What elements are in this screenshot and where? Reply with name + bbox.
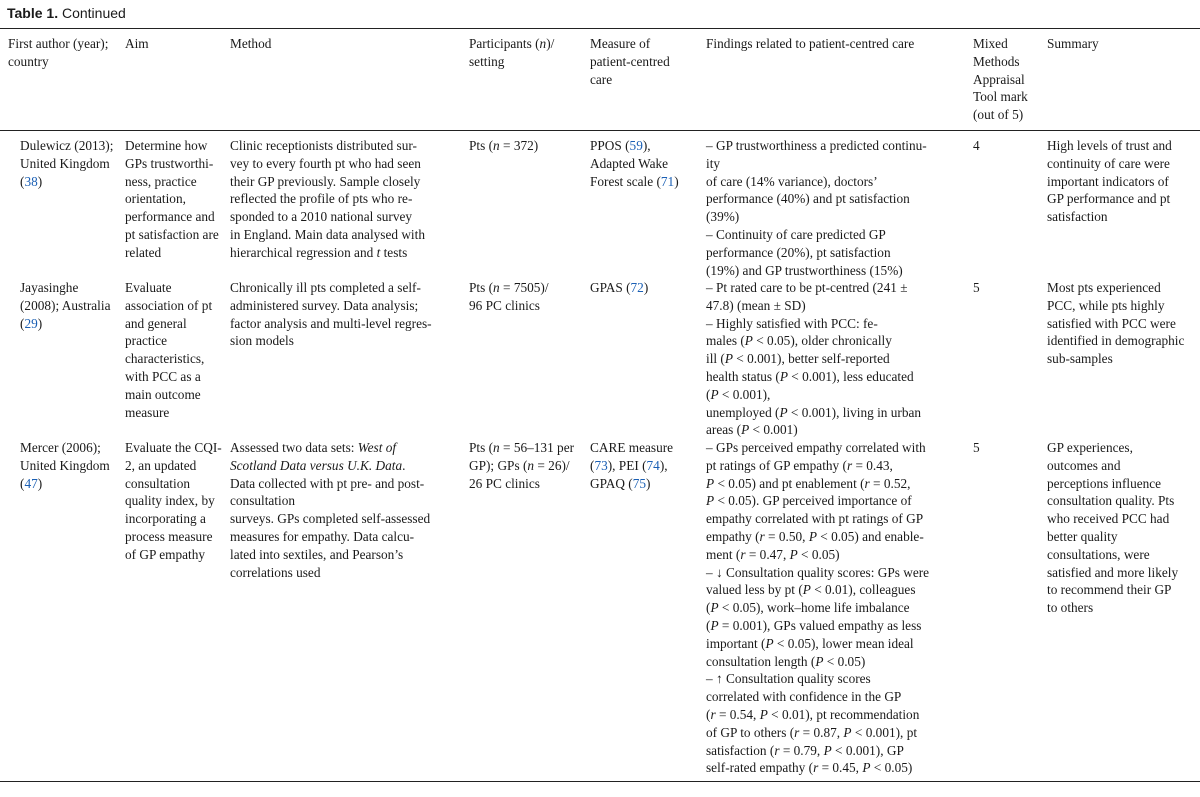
cell-line: consultation [125, 475, 190, 491]
cell-line: sub-samples [1047, 351, 1113, 367]
cell-line: – Highly satisfied with PCC: fe- [706, 315, 878, 331]
cell-line: United Kingdom [20, 457, 110, 473]
row-2-aim [125, 279, 212, 421]
cell-line: – Pt rated care to be pt-centred (241 ± [706, 280, 908, 295]
cell-line: Pts (n = 372) [469, 138, 539, 153]
cell-line: continuity of care were [1047, 155, 1170, 171]
cell-line: surveys. GPs completed self-assessed [230, 511, 431, 527]
row-3-aim [125, 439, 222, 564]
header-author [8, 35, 108, 71]
cell-line: performance (40%) and pt satisfaction [706, 191, 910, 207]
cell-line: (19%) and GP trustworthiness (15%) [706, 262, 903, 278]
cell-line: GPs trustworthi- [125, 155, 214, 171]
cell-line: 47.8) (mean ± SD) [706, 297, 806, 313]
cell-line: consultation length (P < 0.05) [706, 653, 866, 669]
cell-line: health status (P < 0.001), less educated [706, 368, 914, 384]
cell-line: administered survey. Data analysis; [230, 297, 419, 313]
row-3-summary [1047, 439, 1178, 617]
cell-line: (38) [20, 173, 43, 189]
cell-line: performance and [125, 209, 215, 225]
bottom-rule [0, 781, 1200, 782]
cell-line: Chronically ill pts completed a self- [230, 280, 421, 295]
cell-line: correlated with confidence in the GP [706, 689, 902, 705]
cell-line: correlations used [230, 564, 321, 580]
row-3-author [20, 439, 110, 492]
row-2-author [20, 279, 110, 332]
row-1-method [230, 137, 425, 262]
cell-line: Clinic receptionists distributed sur- [230, 138, 417, 153]
cell-line: Appraisal [973, 71, 1025, 87]
cell-line: better quality [1047, 528, 1118, 544]
row-2-participants [469, 279, 549, 315]
cell-line: Most pts experienced [1047, 280, 1161, 295]
cell-line: measure [125, 404, 170, 420]
cell-line: Scotland Data versus U.K. Data. [230, 457, 406, 473]
cell-line: Measure of [590, 36, 651, 51]
cell-line: High levels of trust and [1047, 138, 1172, 153]
cell-line: (29) [20, 315, 43, 331]
cell-line: – ↓ Consultation quality scores: GPs were [706, 564, 930, 580]
header-rule [0, 130, 1200, 131]
cell-line: First author (year); [8, 36, 109, 51]
header-mark [973, 35, 1028, 124]
cell-line: Determine how [125, 138, 208, 153]
cell-line: outcomes and [1047, 457, 1121, 473]
cell-line: in England. Main data analysed with [230, 226, 425, 242]
cell-line: males (P < 0.05), older chronically [706, 333, 892, 349]
cell-line: consultation [230, 493, 295, 509]
row-2-mark [973, 279, 980, 297]
cell-line: Mercer (2006); [20, 440, 101, 455]
cell-line: Adapted Wake [590, 155, 669, 171]
cell-line: with PCC as a [125, 368, 201, 384]
cell-line: care [590, 71, 613, 87]
row-2-summary [1047, 279, 1184, 368]
row-3-findings [706, 439, 929, 777]
header-method [230, 35, 271, 53]
table-caption-text: Continued [61, 5, 126, 21]
cell-line: consultation quality. Pts [1047, 493, 1175, 509]
cell-line: of GP empathy [125, 546, 206, 562]
row-1-findings [706, 137, 927, 279]
cell-line: Aim [125, 36, 149, 51]
cell-line: – GP trustworthiness a predicted continu- [706, 138, 927, 153]
cell-line: to recommend their GP [1047, 582, 1172, 598]
cell-line: ment (r = 0.47, P < 0.05) [706, 546, 840, 562]
cell-line: Forest scale (71) [590, 173, 679, 189]
header-findings [706, 35, 914, 53]
cell-line: 4 [973, 138, 980, 153]
cell-line: sion models [230, 333, 294, 349]
cell-line: Pts (n = 7505)/ [469, 280, 549, 295]
cell-line: Tool mark [973, 89, 1028, 105]
top-rule [0, 28, 1200, 29]
cell-line: Data collected with pt pre- and post- [230, 475, 425, 491]
cell-line: (out of 5) [973, 107, 1024, 123]
cell-line: – Continuity of care predicted GP [706, 226, 886, 242]
cell-line: process measure [125, 528, 213, 544]
cell-line: PCC, while pts highly [1047, 297, 1165, 313]
cell-line: satisfaction (r = 0.79, P < 0.001), GP [706, 742, 904, 758]
row-2-measure [590, 279, 648, 297]
row-2-method [230, 279, 432, 350]
cell-line: Assessed two data sets: West of [230, 440, 397, 455]
cell-line: main outcome [125, 386, 201, 402]
cell-line: 26 PC clinics [469, 475, 540, 491]
row-2-findings [706, 279, 921, 439]
row-1-participants [469, 137, 538, 155]
cell-line: perceptions influence [1047, 475, 1162, 491]
cell-line: and general [125, 315, 187, 331]
cell-line: association of pt [125, 297, 213, 313]
row-3-method [230, 439, 430, 581]
cell-line: 2, an updated [125, 457, 197, 473]
cell-line: 5 [973, 280, 980, 295]
cell-line: measures for empathy. Data calcu- [230, 528, 415, 544]
row-3-mark [973, 439, 980, 457]
cell-line: hierarchical regression and t tests [230, 244, 408, 260]
cell-line: their GP previously. Sample closely [230, 173, 421, 189]
cell-line: Evaluate [125, 280, 172, 295]
cell-line: 5 [973, 440, 980, 455]
cell-line: Summary [1047, 36, 1099, 51]
cell-line: pt satisfaction are [125, 226, 219, 242]
header-participants [469, 35, 554, 71]
row-3-measure [590, 439, 673, 492]
header-measure [590, 35, 670, 88]
row-1-mark [973, 137, 980, 155]
cell-line: GPAS (72) [590, 280, 649, 295]
cell-line: characteristics, [125, 351, 205, 367]
cell-line: – GPs perceived empathy correlated with [706, 440, 926, 455]
cell-line: 96 PC clinics [469, 297, 540, 313]
cell-line: (2008); Australia [20, 297, 111, 313]
cell-line: areas (P < 0.001) [706, 422, 798, 438]
cell-line: P < 0.05) and pt enablement (r = 0.52, [706, 475, 911, 491]
cell-line: Method [230, 36, 272, 51]
cell-line: P < 0.05). GP perceived importance of [706, 493, 912, 509]
cell-line: Pts (n = 56–131 per [469, 440, 575, 455]
row-1-aim [125, 137, 219, 262]
cell-line: unemployed (P < 0.001), living in urban [706, 404, 922, 420]
table-caption [7, 4, 126, 22]
cell-line: satisfied and more likely [1047, 564, 1179, 580]
cell-line: performance (20%), pt satisfaction [706, 244, 891, 260]
cell-line: reflected the profile of pts who re- [230, 191, 413, 207]
cell-line: lated into sextiles, and Pearson’s [230, 546, 404, 562]
cell-line: (73), PEI (74), [590, 457, 668, 473]
cell-line: Evaluate the CQI- [125, 440, 222, 455]
cell-line: United Kingdom [20, 155, 110, 171]
cell-line: factor analysis and multi-level regres- [230, 315, 432, 331]
row-1-author [20, 137, 113, 190]
cell-line: pt ratings of GP empathy (r = 0.43, [706, 457, 893, 473]
cell-line: satisfaction [1047, 209, 1108, 225]
cell-line: GPAQ (75) [590, 475, 651, 491]
cell-line: practice [125, 333, 168, 349]
cell-line: country [8, 53, 49, 69]
cell-line: PPOS (59), [590, 138, 651, 153]
table-caption-label: Table 1. [7, 5, 59, 21]
cell-line: important (P < 0.05), lower mean ideal [706, 635, 914, 651]
cell-line: related [125, 244, 162, 260]
cell-line: who received PCC had [1047, 511, 1170, 527]
cell-line: satisfied with PCC were [1047, 315, 1176, 331]
cell-line: Mixed [973, 36, 1008, 51]
cell-line: – ↑ Consultation quality scores [706, 671, 871, 687]
cell-line: GP experiences, [1047, 440, 1133, 455]
cell-line: CARE measure [590, 440, 674, 455]
cell-line: (P < 0.001), [706, 386, 771, 402]
cell-line: Participants (n)/ [469, 36, 555, 51]
cell-line: (39%) [706, 209, 740, 225]
header-aim [125, 35, 149, 53]
cell-line: vey to every fourth pt who had seen [230, 155, 421, 171]
header-summary [1047, 35, 1099, 53]
cell-line: (P < 0.05), work–home life imbalance [706, 600, 910, 616]
cell-line: GP); GPs (n = 26)/ [469, 457, 570, 473]
cell-line: important indicators of [1047, 173, 1169, 189]
row-1-summary [1047, 137, 1172, 226]
cell-line: to others [1047, 600, 1094, 616]
cell-line: Findings related to patient-centred care [706, 36, 915, 51]
cell-line: valued less by pt (P < 0.01), colleagues [706, 582, 916, 598]
cell-line: ill (P < 0.001), better self-reported [706, 351, 890, 367]
cell-line: Methods [973, 53, 1020, 69]
cell-line: (r = 0.54, P < 0.01), pt recommendation [706, 706, 920, 722]
cell-line: ness, practice [125, 173, 197, 189]
cell-line: quality index, by [125, 493, 215, 509]
cell-line: empathy correlated with pt ratings of GP [706, 511, 924, 527]
cell-line: incorporating a [125, 511, 206, 527]
cell-line: of care (14% variance), doctors’ [706, 173, 878, 189]
cell-line: Dulewicz (2013); [20, 138, 114, 153]
cell-line: self-rated empathy (r = 0.45, P < 0.05) [706, 760, 913, 776]
cell-line: ity [706, 155, 721, 171]
cell-line: orientation, [125, 191, 186, 207]
cell-line: consultations, were [1047, 546, 1150, 562]
cell-line: GP performance and pt [1047, 191, 1171, 207]
cell-line: (47) [20, 475, 43, 491]
cell-line: of GP to others (r = 0.87, P < 0.001), pt [706, 724, 918, 740]
cell-line: (P = 0.001), GPs valued empathy as less [706, 617, 922, 633]
cell-line: patient-centred [590, 53, 670, 69]
cell-line: identified in demographic [1047, 333, 1185, 349]
row-1-measure [590, 137, 679, 190]
cell-line: sponded to a 2010 national survey [230, 209, 413, 225]
cell-line: setting [469, 53, 505, 69]
cell-line: Jayasinghe [20, 280, 79, 295]
row-3-participants [469, 439, 574, 492]
cell-line: empathy (r = 0.50, P < 0.05) and enable- [706, 528, 924, 544]
